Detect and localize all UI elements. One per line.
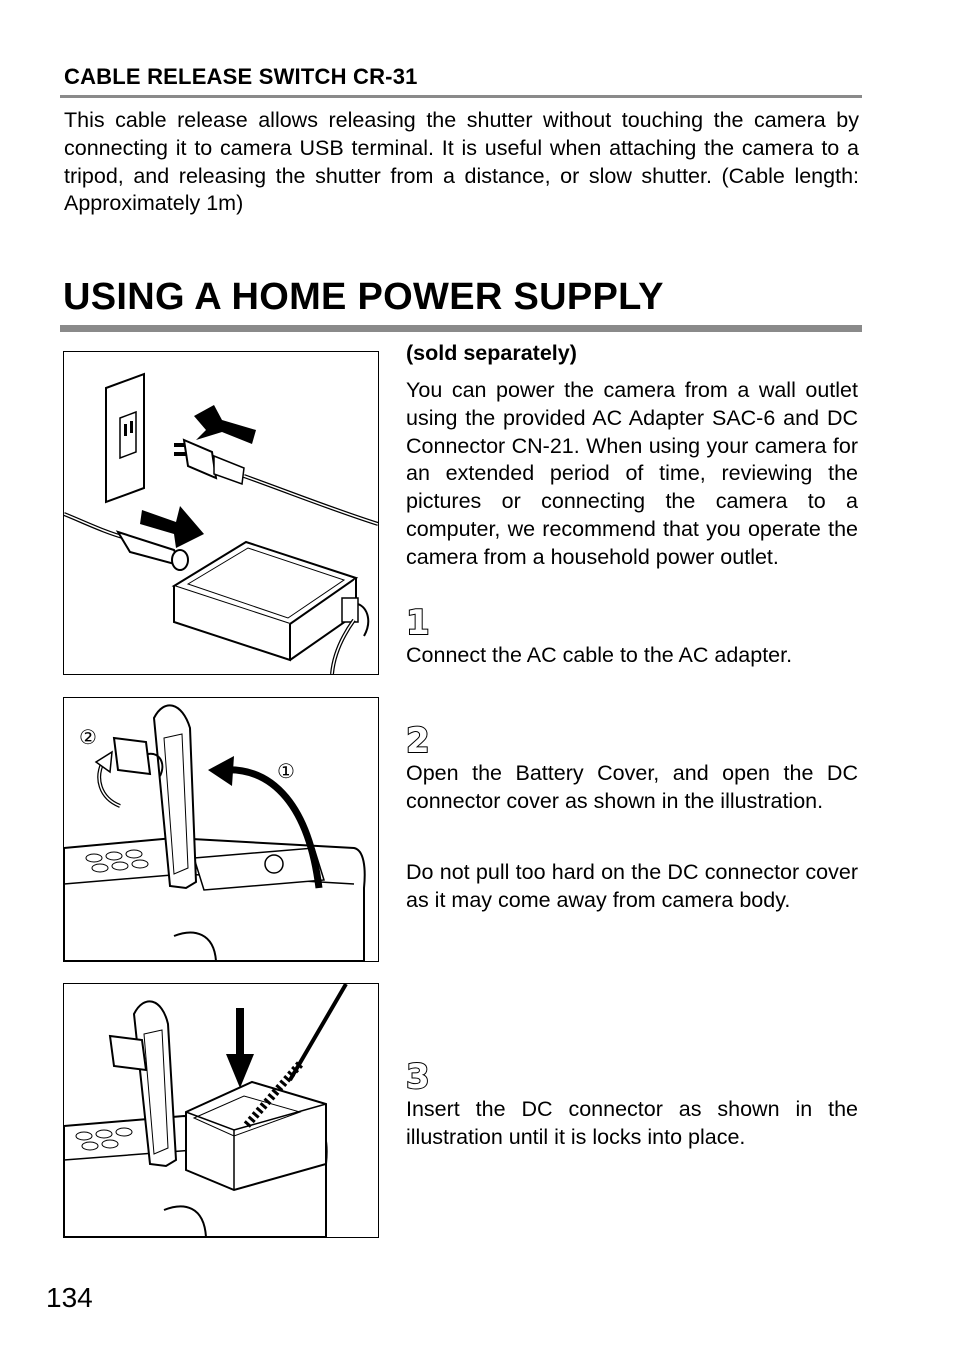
step-2-text: Open the Battery Cover, and open the DC connector cover as shown in the illustration. [406, 761, 858, 813]
battery-cover-illustration [63, 697, 379, 962]
callout-2: ② [79, 725, 97, 749]
home-power-heading: USING A HOME POWER SUPPLY [63, 276, 664, 318]
section-rule [60, 95, 862, 98]
step-1-number: 1 [406, 603, 431, 643]
ac-adapter-illustration [63, 351, 379, 675]
dc-connector-illustration [63, 983, 379, 1238]
step-3-text: Insert the DC connector as shown in the illustration until it is locks into place. [406, 1097, 858, 1149]
step-2-note: Do not pull too hard on the DC connector cover as it may come away from camera body. [406, 860, 858, 912]
step-3-number: 3 [406, 1057, 431, 1097]
heading-rule [60, 325, 862, 332]
cable-release-description: This cable release allows releasing the shutter without touching the camera by connecting it to camera USB terminal. It is useful when attaching the camera to a tripod, and releasing the shutter from a distance, or slow shutter. (Cable length: Approximately 1m) [64, 108, 859, 216]
cable-release-heading: CABLE RELEASE SWITCH CR-31 [64, 64, 418, 89]
power-intro-text: You can power the camera from a wall outlet using the provided AC Adapter SAC-6 and DC Connector CN-21. When using your camera for an extended period of time, reviewing the pictures or connecting the camera to a computer, we recommend that you operate the camera from a household power outlet. [406, 378, 858, 569]
callout-1: ① [277, 759, 295, 783]
page-number: 134 [46, 1282, 93, 1313]
step-1-text: Connect the AC cable to the AC adapter. [406, 643, 793, 667]
step-2-number: 2 [406, 721, 431, 761]
sold-separately-label: (sold separately) [406, 341, 577, 365]
